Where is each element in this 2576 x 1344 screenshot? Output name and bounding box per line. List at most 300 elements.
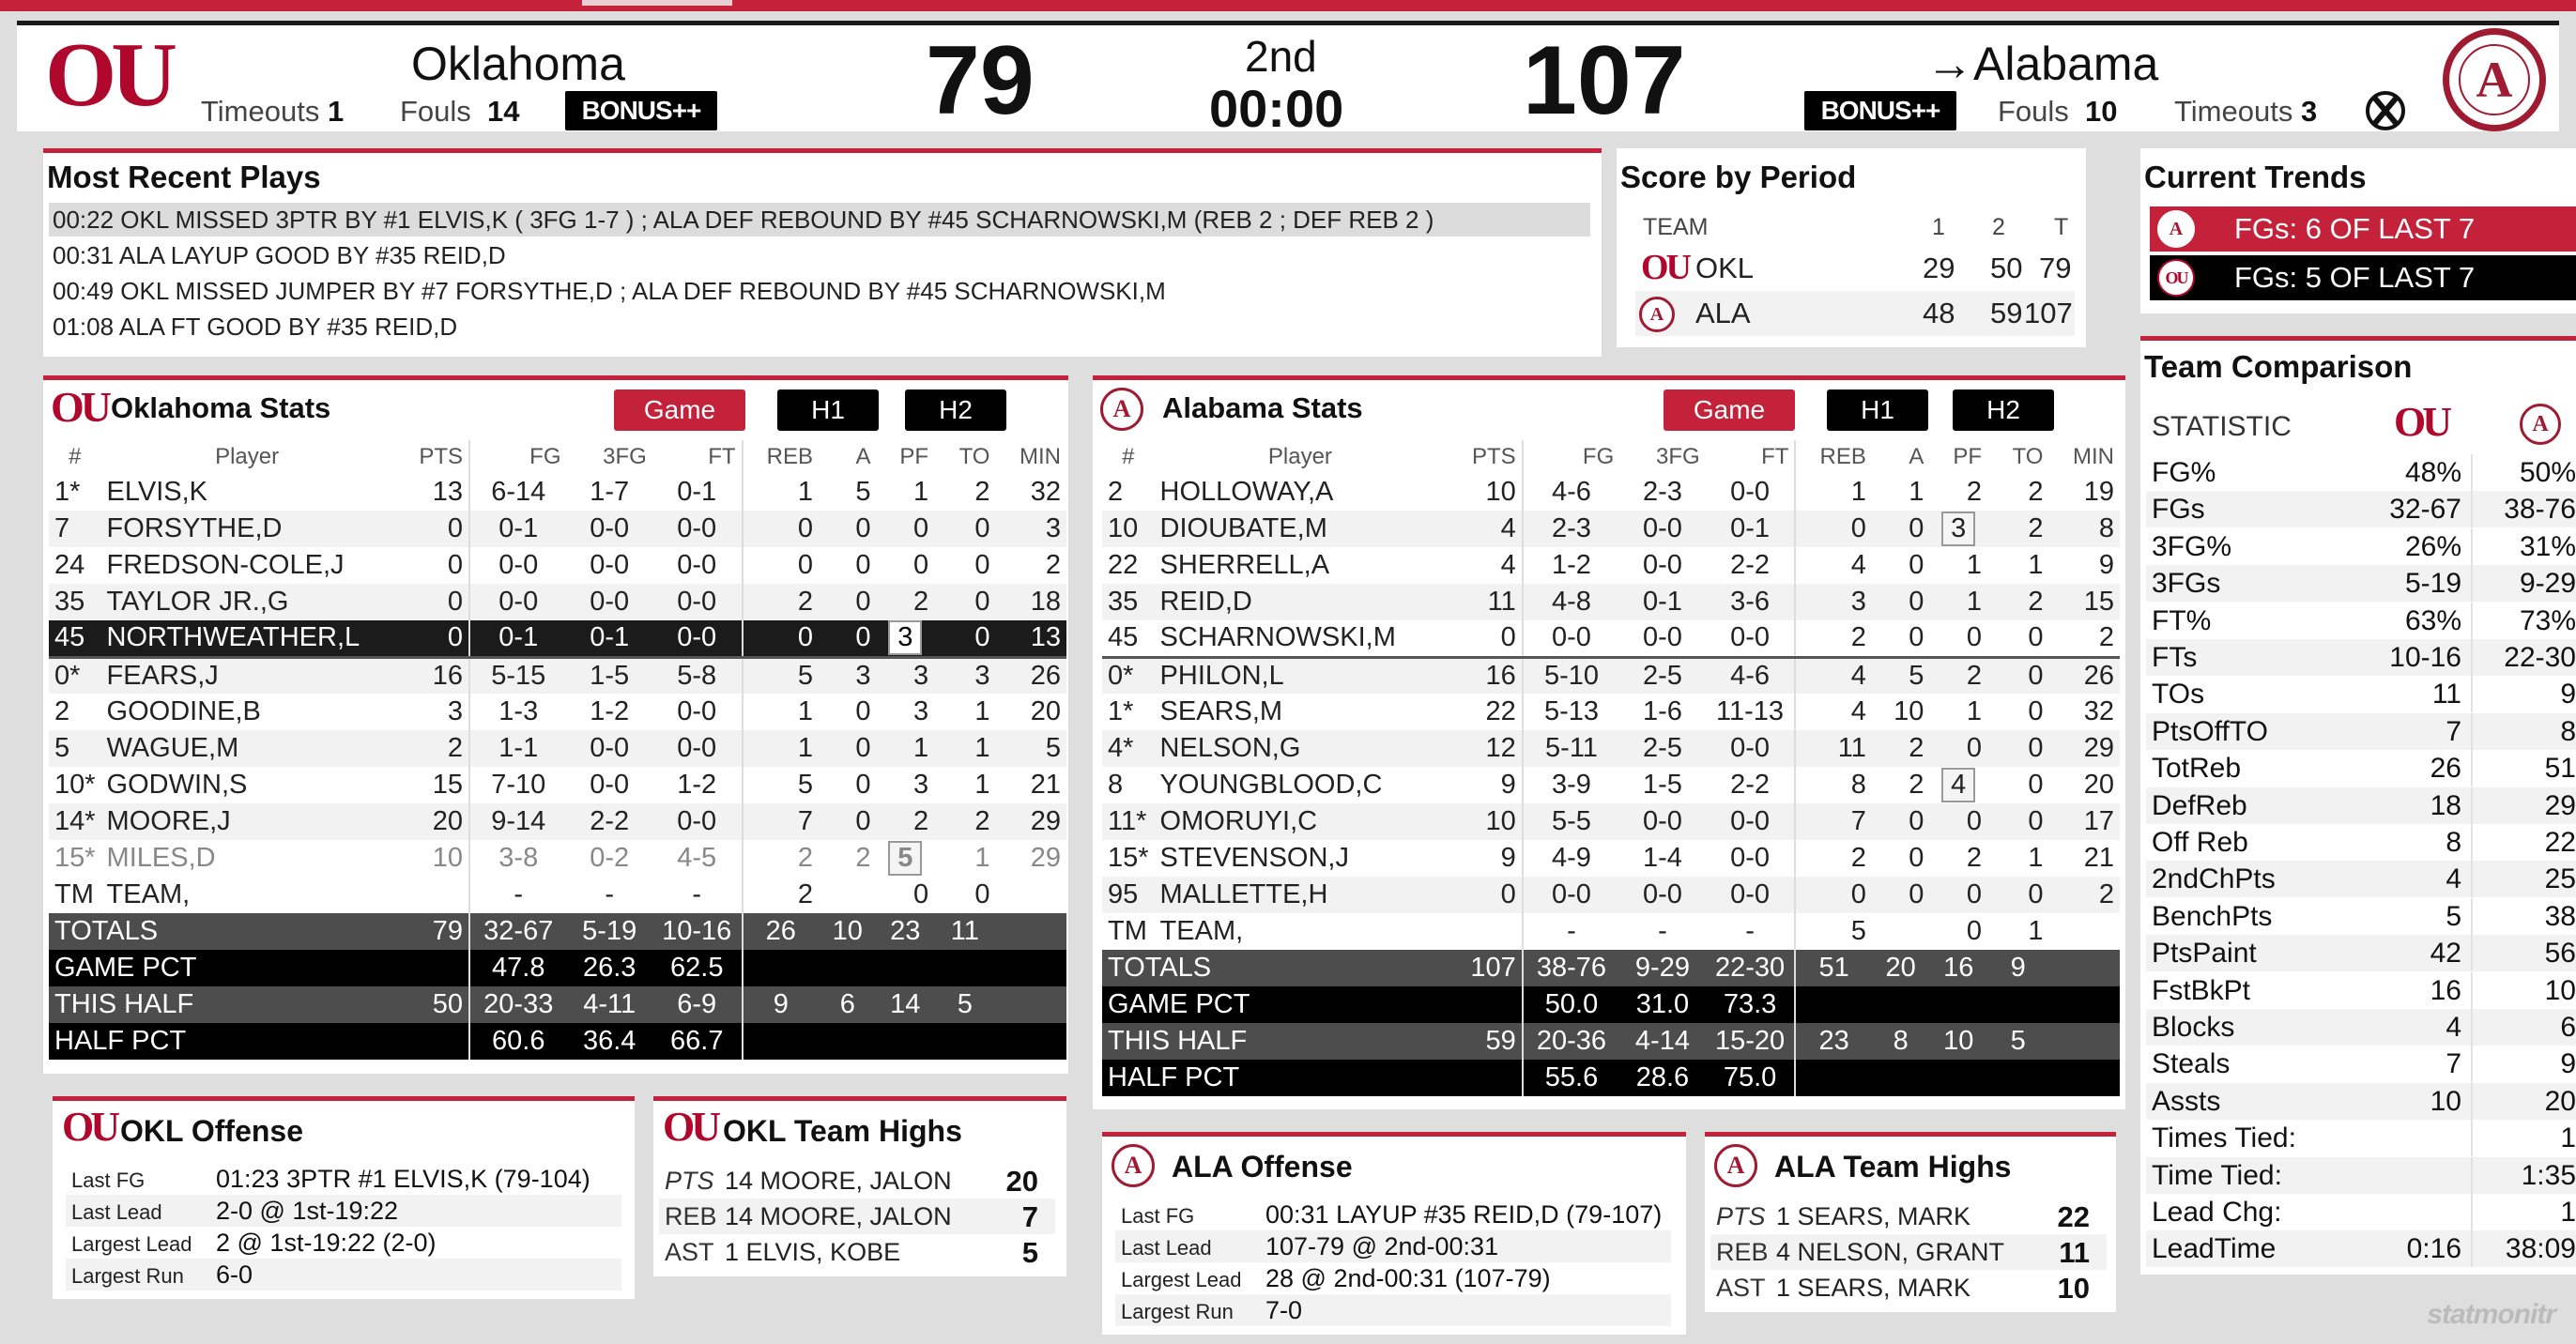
comparison-divider [2471, 1230, 2473, 1267]
comparison-okl-value: 63% [2404, 604, 2461, 636]
stat-cell: 3 [912, 696, 929, 726]
stat-cell: 1-2 [1523, 547, 1620, 584]
jersey-number: 2 [54, 696, 70, 726]
summary-cell: 36.4 [567, 1023, 652, 1060]
ala-offense-title: ALA Offense [1172, 1150, 1353, 1184]
stat-cell: 0 [934, 584, 995, 620]
team-high-row [659, 1163, 1055, 1199]
ala-game-button[interactable]: Game [1664, 389, 1795, 431]
comparison-okl-value: 7 [2446, 715, 2461, 747]
column-header: A [1909, 444, 1924, 469]
comparison-stat-name: FGs [2152, 494, 2205, 526]
team-cell: 1 [2028, 916, 2044, 946]
ala-box-score-table [1102, 440, 2120, 1096]
stat-cell: 1-7 [590, 477, 630, 507]
stat-cell: 8 [1795, 767, 1871, 803]
half-pct-row [49, 1023, 1066, 1060]
jersey-number: 0* [1102, 657, 1155, 694]
jersey-number: 22 [1108, 550, 1139, 580]
ala-logo-icon: A [2443, 28, 2546, 131]
summary-cell: 66.7 [652, 1023, 743, 1060]
ala-team-highs-panel [1705, 1132, 2116, 1312]
table-row [49, 803, 1066, 840]
comparison-ala-value: 56 [2544, 938, 2576, 970]
table-row [49, 511, 1066, 547]
team-high-player: 1 ELVIS, KOBE [725, 1238, 901, 1266]
stat-cell: 3 [1795, 584, 1871, 620]
summary-label: HALF PCT [1102, 1060, 1446, 1096]
team-high-player: 14 MOORE, JALON [725, 1167, 952, 1195]
stat-cell: 1-4 [1642, 843, 1682, 873]
summary-cell: 6-9 [652, 986, 743, 1023]
comparison-row [2146, 639, 2576, 676]
table-row [1102, 547, 2120, 584]
stat-cell: 1 [743, 694, 819, 730]
comparison-stat-name: TOs [2152, 679, 2205, 710]
ala-timeouts: Timeouts 3 [2174, 95, 2318, 128]
this-half-row [1102, 1023, 2120, 1060]
stat-cell: 4 [1500, 550, 1516, 580]
okl-logo-icon: OU [2394, 399, 2448, 445]
ala-h1-button[interactable]: H1 [1827, 389, 1928, 431]
column-header: 3FG [603, 444, 647, 469]
team-cell [1872, 913, 1930, 950]
stat-cell: 1 [974, 770, 990, 800]
table-row [49, 694, 1066, 730]
summary-cell: 20-36 [1523, 1023, 1620, 1060]
okl-h2-button[interactable]: H2 [905, 389, 1006, 431]
player-name: DIOUBATE,M [1155, 511, 1447, 547]
column-header: A [855, 444, 871, 469]
summary-cell [2048, 1023, 2120, 1060]
summary-cell: 59 [1446, 1023, 1522, 1060]
stat-cell: 1-5 [567, 657, 652, 694]
stat-cell: 5 [743, 657, 819, 694]
stat-cell: 0-1 [1706, 511, 1796, 547]
okl-logo-icon: OU [62, 1104, 116, 1150]
stat-cell: 1 [974, 696, 990, 726]
comparison-divider [2471, 565, 2473, 602]
ala-h2-button[interactable]: H2 [1953, 389, 2054, 431]
comparison-divider [2471, 454, 2473, 491]
team-cell: - [1745, 916, 1755, 946]
comparison-row [2146, 972, 2576, 1009]
team-high-player: 14 MOORE, JALON [725, 1202, 952, 1230]
team-row [1102, 913, 2120, 950]
stat-cell: 5 [877, 840, 935, 877]
comparison-stat-name: BenchPts [2152, 900, 2273, 932]
stat-cell: 0 [447, 550, 463, 580]
offense-label: Largest Lead [71, 1232, 192, 1256]
ala-logo-icon: A [1639, 297, 1675, 332]
team-high-stat: PTS [1716, 1202, 1766, 1230]
play-item: 01:08 ALA FT GOOD BY #35 REID,D [53, 313, 458, 341]
comparison-okl-value: 5 [2446, 900, 2461, 932]
player-name: MALLETTE,H [1155, 877, 1447, 913]
ala-team-name-with-possession [1926, 37, 2158, 91]
table-row [1102, 767, 2120, 803]
stat-cell: 2-3 [1523, 511, 1620, 547]
sbp-header-1: 1 [1932, 214, 1945, 240]
comparison-stat-name: LeadTime [2152, 1233, 2277, 1265]
team-high-player: 1 SEARS, MARK [1776, 1274, 1971, 1302]
comparison-okl-value: 0:16 [2406, 1233, 2461, 1265]
comparison-row [2146, 750, 2576, 787]
stat-cell: 1-6 [1642, 696, 1682, 726]
team-high-stat: AST [665, 1238, 714, 1266]
offense-row [1115, 1262, 1671, 1294]
stat-cell: 0 [855, 696, 871, 726]
table-row [1102, 803, 2120, 840]
okl-game-button[interactable]: Game [614, 389, 745, 431]
offense-value: 28 @ 2nd-00:31 (107-79) [1265, 1264, 1551, 1292]
sbp-header-t: T [2054, 214, 2069, 240]
stat-cell: 0 [1909, 550, 1924, 580]
comparison-stat-name: FTs [2152, 642, 2198, 673]
stat-cell: 0 [877, 511, 935, 547]
comparison-okl-value: 48% [2404, 457, 2461, 488]
stat-cell: 4-6 [1523, 474, 1620, 511]
summary-cell: 38-76 [1523, 950, 1620, 986]
offense-value: 7-0 [1265, 1296, 1303, 1324]
summary-cell: 28.6 [1619, 1060, 1705, 1096]
comparison-divider [2471, 1046, 2473, 1082]
stat-cell: 20 [393, 803, 469, 840]
summary-cell: 20-33 [469, 986, 567, 1023]
offense-row [66, 1195, 621, 1227]
stat-cell: 11-13 [1716, 696, 1785, 726]
comparison-ala-value: 25 [2544, 863, 2576, 895]
stat-cell: 0-0 [567, 584, 652, 620]
comparison-ala-value: 31% [2519, 530, 2576, 562]
possession-arrow-icon: → [1926, 38, 1973, 90]
stat-cell: 0-0 [652, 511, 743, 547]
table-row [49, 474, 1066, 511]
stat-cell: 3 [995, 511, 1066, 547]
stat-cell: 0 [1929, 803, 1987, 840]
team-cell: 0 [912, 879, 929, 909]
comparison-divider [2471, 1009, 2473, 1046]
stat-cell: 20 [1030, 696, 1061, 726]
stat-cell: 2 [2028, 477, 2044, 507]
ala-logo-icon: A [1112, 1144, 1155, 1187]
stat-cell: 0 [393, 620, 469, 657]
statmonitr-watermark: statmonitr [2427, 1299, 2555, 1330]
stat-cell: 0-1 [1619, 584, 1705, 620]
stat-cell: 1 [743, 474, 819, 511]
stat-cell: 0 [2028, 696, 2044, 726]
summary-cell [1795, 986, 2120, 1023]
comparison-ala-value: 6 [2560, 1012, 2576, 1043]
stat-cell: 2 [1872, 730, 1930, 767]
stat-cell: 15 [432, 770, 463, 800]
stat-cell: 0 [1500, 622, 1516, 653]
jersey-number: 7 [49, 511, 101, 547]
summary-cell: 32-67 [469, 913, 567, 950]
top-accent-bar [0, 0, 2576, 11]
stat-cell: 16 [1446, 657, 1522, 694]
stat-cell: 2 [2098, 622, 2114, 653]
comparison-stat-name: Blocks [2152, 1012, 2235, 1043]
comparison-ala-value: 22-30 [2504, 642, 2576, 673]
offense-value: 107-79 @ 2nd-00:31 [1265, 1232, 1499, 1260]
summary-cell: 10-16 [652, 913, 743, 950]
stat-cell: 0 [1929, 730, 1987, 767]
comparison-okl-value: 11 [2431, 679, 2461, 710]
player-name: STEVENSON,J [1159, 843, 1349, 873]
stat-cell: 0-0 [469, 584, 567, 620]
comparison-ala-value: 38:09 [2505, 1233, 2576, 1265]
summary-cell: 8 [1872, 1023, 1930, 1060]
comparison-row [2146, 935, 2576, 971]
stat-cell: 11 [1795, 730, 1871, 767]
jersey-number: 24 [54, 550, 85, 580]
stat-cell: 2 [1909, 770, 1924, 800]
summary-cell: 9 [1987, 950, 2048, 986]
stat-cell: 0 [819, 803, 876, 840]
stat-cell: 2 [1966, 843, 1983, 873]
team-cell [1446, 913, 1522, 950]
team-high-row [659, 1234, 1055, 1270]
column-header: MIN [1020, 444, 1061, 469]
totals-row [1102, 950, 2120, 986]
stat-cell: 3-6 [1706, 584, 1796, 620]
stat-cell: 0-0 [652, 620, 743, 657]
offense-row [66, 1227, 621, 1259]
stat-cell: 1 [1966, 550, 1983, 580]
sbp-row-ala: A ALA 48 59 107 [1635, 291, 2075, 336]
stat-cell: 1 [1795, 474, 1871, 511]
table-row [49, 584, 1066, 620]
stat-cell: 1 [877, 730, 935, 767]
game-pct-row [1102, 986, 2120, 1023]
stat-cell: 2 [1045, 550, 1061, 580]
player-name: NELSON,G [1155, 730, 1447, 767]
comparison-divider [2471, 1157, 2473, 1194]
comparison-row [2146, 565, 2576, 602]
comparison-ala-value: 50% [2519, 457, 2576, 488]
stat-cell: 3 [912, 770, 929, 800]
column-header: REB [1795, 440, 1871, 474]
offense-label: Largest Run [1121, 1300, 1234, 1323]
comparison-stat-name: PtsPaint [2152, 938, 2257, 970]
summary-cell: 22-30 [1706, 950, 1796, 986]
stat-cell: 0-0 [1642, 550, 1682, 580]
comparison-stat-name: FG% [2152, 457, 2216, 488]
comparison-stat-name: Off Reb [2152, 827, 2248, 858]
stat-cell: 0 [2028, 622, 2044, 653]
comparison-row [2146, 676, 2576, 712]
team-cell: 2 [743, 877, 819, 913]
play-item: 00:31 ALA LAYUP GOOD BY #35 REID,D [53, 241, 506, 269]
summary-cell: 50 [393, 986, 469, 1023]
summary-cell: 6 [819, 986, 876, 1023]
stat-cell: 2 [393, 730, 469, 767]
comparison-stat-name: Steals [2152, 1048, 2231, 1080]
jersey-number: 5 [49, 730, 101, 767]
player-name: FEARS,J [101, 657, 393, 694]
stat-cell: 29 [995, 803, 1066, 840]
stat-cell: 5 [1872, 657, 1930, 694]
okl-team-highs-panel [653, 1096, 1066, 1276]
team-high-stat: AST [1716, 1274, 1766, 1302]
okl-timeouts: Timeouts 1 [201, 95, 345, 128]
offense-row [1115, 1230, 1671, 1262]
offense-value: 2-0 @ 1st-19:22 [216, 1197, 399, 1225]
stat-cell: 0 [1987, 730, 2048, 767]
stat-cell: 1 [2028, 550, 2044, 580]
comparison-row [2146, 787, 2576, 824]
stat-cell: 0 [819, 584, 876, 620]
column-header: # [69, 444, 82, 469]
stat-cell: 0-0 [677, 550, 717, 580]
comparison-row [2146, 491, 2576, 527]
ala-bonus-badge: BONUS++ [1804, 91, 1956, 130]
stat-cell: 1-5 [1642, 770, 1682, 800]
offense-row [66, 1259, 621, 1291]
okl-logo-icon: OU [663, 1104, 717, 1150]
stat-cell: 1 [934, 730, 995, 767]
column-header: PF [1953, 444, 1983, 469]
stat-cell: 2 [1929, 657, 1987, 694]
stat-cell: 1-3 [469, 694, 567, 730]
recent-plays-panel [43, 148, 1602, 357]
stat-cell: 1 [974, 843, 990, 873]
stat-cell: 0-0 [1730, 477, 1770, 507]
stat-cell: 2-5 [1619, 657, 1705, 694]
stat-cell: 2 [743, 840, 819, 877]
player-name: MOORE,J [101, 803, 393, 840]
comparison-divider [2471, 1083, 2473, 1120]
team-cell: - [692, 879, 702, 909]
comparison-divider [2471, 1120, 2473, 1156]
stat-cell: 6-14 [469, 474, 567, 511]
stat-cell: 4-6 [1706, 657, 1796, 694]
player-name: FORSYTHE,D [101, 511, 393, 547]
okl-fouls: Fouls 14 [400, 95, 520, 128]
player-name: OMORUYI,C [1155, 803, 1447, 840]
summary-cell: 60.6 [469, 1023, 567, 1060]
comparison-row [2146, 824, 2576, 861]
jersey-number: 10* [54, 770, 96, 800]
comparison-ala-value: 73% [2519, 604, 2576, 636]
column-header: Player [215, 444, 280, 469]
stat-cell: 0 [819, 620, 876, 657]
stat-cell: 1-2 [590, 696, 630, 726]
team-cell: 0 [974, 879, 990, 909]
offense-label: Largest Lead [1121, 1268, 1242, 1291]
jersey-number: 35 [49, 584, 101, 620]
okl-h1-button[interactable]: H1 [777, 389, 879, 431]
player-name: FREDSON-COLE,J [106, 550, 345, 580]
jersey-number: 0* [49, 657, 101, 694]
summary-cell [393, 1023, 469, 1060]
team-high-row [1710, 1234, 2107, 1270]
stat-cell: 4 [1929, 767, 1987, 803]
stat-cell: 2 [855, 843, 871, 873]
okl-box-score-table [49, 440, 1066, 1060]
stat-cell: 18 [995, 584, 1066, 620]
okl-team-name: Oklahoma [411, 38, 625, 90]
stat-cell: 0 [1872, 511, 1930, 547]
comparison-ala-value: 38 [2544, 900, 2576, 932]
column-header: PTS [1472, 444, 1516, 469]
stat-cell: 0 [393, 511, 469, 547]
comparison-stat-name: PtsOffTO [2152, 715, 2268, 747]
summary-cell: 31.0 [1619, 986, 1705, 1023]
summary-cell: 4-11 [567, 986, 652, 1023]
team-high-stat: REB [665, 1202, 717, 1230]
ala-team-highs-title: ALA Team Highs [1774, 1150, 2012, 1184]
stat-cell: 0-0 [590, 550, 630, 580]
comparison-divider [2471, 824, 2473, 861]
team-row [49, 877, 1066, 913]
table-row [1102, 620, 2120, 657]
comparison-row [2146, 1009, 2576, 1046]
team-cell [819, 877, 876, 913]
team-high-value: 11 [2059, 1236, 2090, 1269]
stat-cell: 0-0 [1706, 730, 1796, 767]
comparison-stat-name: FstBkPt [2152, 974, 2251, 1006]
stat-cell: 0 [1872, 803, 1930, 840]
comparison-divider [2471, 972, 2473, 1009]
comparison-divider [2471, 713, 2473, 750]
comparison-row [2146, 1083, 2576, 1120]
basketball-icon [2366, 91, 2405, 130]
comparison-row [2146, 1230, 2576, 1267]
stat-cell: 3 [819, 657, 876, 694]
stat-cell: 0-0 [469, 547, 567, 584]
okl-score: 79 [926, 26, 1035, 135]
stat-cell: 0 [393, 584, 469, 620]
comparison-stat-name: 3FG% [2152, 530, 2232, 562]
comparison-stat-name: Lead Chg: [2152, 1197, 2282, 1228]
stat-cell: 0-0 [1706, 803, 1796, 840]
game-clock: 00:00 [1209, 79, 1344, 138]
comparison-ala-value: 38-76 [2504, 494, 2576, 526]
ala-stats-panel [1093, 375, 2125, 1109]
column-header: REB [743, 440, 819, 474]
stat-cell: 5-10 [1523, 657, 1620, 694]
stat-cell: 0 [743, 511, 819, 547]
jersey-number: 1* [1108, 696, 1134, 726]
stat-cell: 4 [1795, 547, 1871, 584]
column-header: FG [469, 440, 567, 474]
stat-cell: 0 [912, 550, 929, 580]
comparison-stat-name: Time Tied: [2152, 1159, 2282, 1191]
comparison-okl-value: 26 [2430, 753, 2461, 785]
team-cell: 0 [1966, 916, 1983, 946]
column-header: TO [958, 444, 990, 469]
stat-cell: 3 [1929, 511, 1987, 547]
team-high-stat: REB [1716, 1238, 1769, 1266]
team-high-row [1710, 1270, 2107, 1306]
ala-stats-title: Alabama Stats [1162, 391, 1363, 424]
stat-cell: 0 [1909, 622, 1924, 653]
stat-cell: 1 [2028, 843, 2044, 873]
stat-cell: 0-0 [567, 511, 652, 547]
stat-cell: 29 [1030, 843, 1061, 873]
okl-logo-icon: OU [51, 383, 108, 431]
comparison-ala-value: 22 [2544, 827, 2576, 858]
stat-cell: 5-13 [1523, 694, 1620, 730]
jersey-number: 1* [54, 477, 81, 507]
comparison-ala-value: 1 [2560, 1123, 2576, 1154]
comparison-ala-value: 8 [2560, 715, 2576, 747]
column-header: PF [899, 444, 929, 469]
stat-cell: 4 [1795, 657, 1871, 694]
table-row [1102, 840, 2120, 877]
